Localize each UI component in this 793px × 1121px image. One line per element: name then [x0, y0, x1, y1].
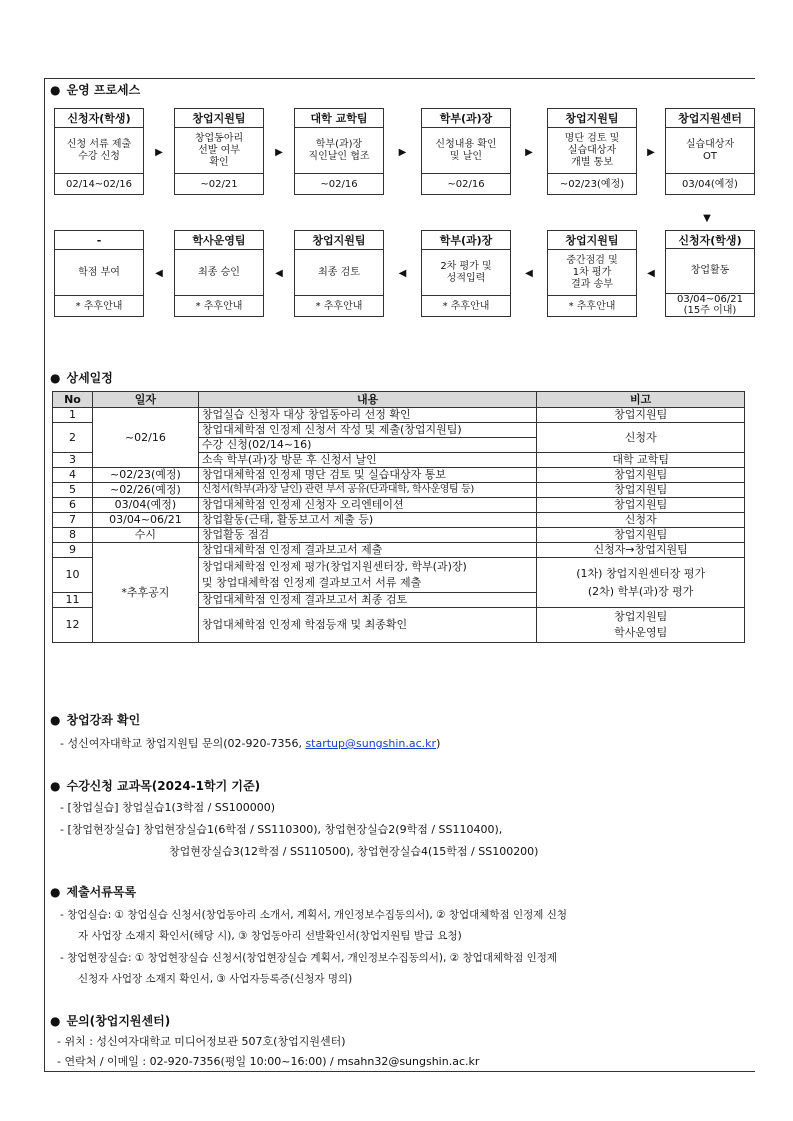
process-step-date: * 추후안내: [195, 300, 243, 312]
section-title-schedule: ● 상세일정: [50, 371, 113, 385]
process-step-content: 실습대상자 OT: [666, 128, 754, 174]
process-step-date: * 추후안내: [315, 300, 363, 312]
process-step-box: [174, 230, 264, 317]
right-arrow-icon: ▶: [155, 147, 163, 158]
process-step-content: 신청내용 확인 및 날인: [422, 128, 510, 174]
cell-date: *추후공지: [92, 543, 198, 643]
documents-line-3: - 창업현장실습: ① 창업현장실습 신청서(창업현장실습 계획서, 개인정보수집동의서), ② 창업대체학점 인정제: [60, 952, 558, 964]
table-row: [53, 543, 745, 558]
left-arrow-icon: ◀: [398, 268, 407, 279]
cell-date: ~02/26(예정): [92, 483, 198, 498]
schedule-table: [52, 391, 745, 643]
process-step-content: 학점 부여: [55, 250, 143, 296]
cell-no: 9: [53, 543, 93, 558]
cell-no: 5: [53, 483, 93, 498]
table-row: [53, 483, 745, 498]
process-step-content: 명단 검토 및 실습대상자 개별 통보: [548, 128, 636, 174]
cell-content: 창업대체학점 인정제 신청자 오리엔테이션: [198, 498, 536, 513]
process-step-content: 창업활동: [666, 249, 754, 294]
col-header-date: 일자: [92, 392, 198, 408]
cell-note: 창업지원팀: [537, 528, 745, 543]
documents-line-4: 신청자 사업장 소재지 확인서, ③ 사업자등록증(신청자 명의): [78, 973, 353, 985]
process-step-date: * 추후안내: [568, 300, 616, 312]
section-title-process: ● 운영 프로세스: [50, 83, 141, 97]
process-step-box: [294, 230, 384, 317]
process-step-date: ~02/23(예정): [559, 178, 625, 190]
process-step-head: 신청자(학생): [666, 231, 754, 249]
process-step-box: [294, 108, 384, 195]
process-step-box: [547, 230, 637, 317]
col-header-note: 비고: [537, 392, 745, 408]
cell-no: 12: [53, 608, 93, 643]
cell-content-line2: 수강 신청(02/14~16): [201, 438, 312, 451]
cell-note: 신청자: [537, 423, 745, 453]
cell-content: 창업대체학점 인정제 결과보고서 제출: [198, 543, 536, 558]
cell-content: 창업실습 신청자 대상 창업동아리 선정 확인: [198, 408, 536, 423]
section-title-course: ● 창업강좌 확인: [50, 713, 141, 727]
table-row: [53, 513, 745, 528]
table-row: [53, 408, 745, 423]
process-step-date: * 추후안내: [442, 300, 490, 312]
process-step-box: [54, 230, 144, 317]
cell-no: 2: [53, 423, 93, 453]
documents-line-2: 자 사업장 소재지 확인서(해당 시), ③ 창업동아리 선발확인서(창업지원팀 발급 요청): [78, 930, 462, 942]
table-row: [53, 468, 745, 483]
process-step-head: -: [55, 231, 143, 250]
process-step-head: 학부(과)장: [422, 109, 510, 128]
process-step-content: 창업동아리 선발 여부 확인: [175, 128, 263, 174]
right-arrow-icon: ▶: [647, 147, 655, 158]
cell-date: ~02/16: [92, 408, 198, 468]
process-step-date: 02/14~02/16: [65, 178, 132, 190]
process-step-content: 최종 승인: [175, 250, 263, 296]
process-step-box: [547, 108, 637, 195]
cell-content: 소속 학부(과)장 방문 후 신청서 날인: [198, 453, 536, 468]
cell-content-line1: 창업대체학점 인정제 신청서 작성 및 제출(창업지원팀): [199, 423, 536, 438]
section-title-documents: ● 제출서류목록: [50, 885, 137, 899]
cell-date: 03/04(예정): [92, 498, 198, 513]
course-line: [60, 735, 440, 751]
process-step-date: ~02/16: [447, 178, 485, 190]
process-step-head: 창업지원팀: [548, 109, 636, 128]
cell-content: [198, 423, 536, 453]
registration-line-2: - [창업현장실습] 창업현장실습1(6학점 / SS110300), 창업현장실습2(9학점 / SS110400),: [60, 823, 503, 836]
cell-no: 1: [53, 408, 93, 423]
process-step-content: 학부(과)장 직인날인 협조: [295, 128, 383, 174]
cell-date: ~02/23(예정): [92, 468, 198, 483]
process-step-date: * 추후안내: [75, 300, 123, 312]
left-arrow-icon: ◀: [155, 268, 163, 279]
process-step-box: [421, 230, 511, 317]
process-step-content: 최종 검토: [295, 250, 383, 296]
cell-note: 대학 교학팀: [537, 453, 745, 468]
cell-note: [537, 558, 745, 608]
process-step-content: 중간점검 및 1차 평가 결과 송부: [548, 250, 636, 296]
cell-content: [198, 558, 536, 593]
process-step-date: 03/04(예정): [682, 178, 738, 190]
cell-note: [537, 608, 745, 643]
cell-note: 창업지원팀: [537, 498, 745, 513]
course-close: ): [436, 737, 441, 750]
section-title-registration: ● 수강신청 교과목(2024-1학기 기준): [50, 779, 261, 793]
col-header-content: 내용: [198, 392, 536, 408]
cell-no: 6: [53, 498, 93, 513]
cell-content: 창업대체학점 인정제 결과보고서 최종 검토: [198, 593, 536, 608]
cell-no: 10: [53, 558, 93, 593]
cell-no: 11: [53, 593, 93, 608]
process-step-content: 신청 서류 제출 수강 신청: [55, 128, 143, 174]
left-arrow-icon: ◀: [525, 268, 533, 279]
cell-no: 4: [53, 468, 93, 483]
right-arrow-icon: ▶: [275, 147, 283, 158]
cell-content: 신청서(학부(과)장 날인) 관련 부서 공유(단과대학, 학사운영팀 등): [198, 483, 536, 498]
documents-line-1: - 창업실습: ① 창업실습 신청서(창업동아리 소개서, 계획서, 개인정보수집동의서), ② 창업대체학점 인정제 신청: [60, 909, 568, 921]
cell-note: 신청자: [537, 513, 745, 528]
process-step-head: 창업지원팀: [548, 231, 636, 250]
cell-date: 수시: [92, 528, 198, 543]
col-header-no: No: [53, 392, 93, 408]
cell-content-line1: 창업대체학점 인정제 평가(창업지원센터장, 학부(과)장): [201, 560, 467, 573]
contact-line-1: - 위치 : 성신여자대학교 미디어정보관 507호(창업지원센터): [57, 1035, 346, 1048]
process-step-head: 학부(과)장: [422, 231, 510, 250]
email-link[interactable]: startup@sungshin.ac.kr: [305, 737, 437, 750]
process-step-box: [421, 108, 511, 195]
cell-note-line2: 학사운영팀: [614, 626, 668, 639]
process-step-date: ~02/16: [320, 178, 358, 190]
cell-no: 8: [53, 528, 93, 543]
process-step-date: ~02/21: [200, 178, 238, 190]
right-arrow-icon: ▶: [398, 147, 407, 158]
course-text: - 성신여자대학교 창업지원팀 문의(02-920-7356,: [60, 737, 306, 750]
process-step-head: 대학 교학팀: [295, 109, 383, 128]
right-arrow-icon: ▶: [525, 147, 533, 158]
registration-line-1: - [창업실습] 창업실습1(3학점 / SS100000): [60, 801, 276, 814]
cell-content: 창업활동 점검: [198, 528, 536, 543]
cell-note: 창업지원팀: [537, 468, 745, 483]
process-step-content: 2차 평가 및 성적입력: [422, 250, 510, 296]
cell-note: 창업지원팀: [537, 408, 745, 423]
process-step-head: 창업지원센터: [666, 109, 754, 128]
cell-note: 신청자→창업지원팀: [537, 543, 745, 558]
section-title-contact: ● 문의(창업지원센터): [50, 1014, 171, 1028]
table-row: [53, 498, 745, 513]
cell-content: 창업대체학점 인정제 명단 검토 및 실습대상자 통보: [198, 468, 536, 483]
cell-content: 창업활동(근태, 활동보고서 제출 등): [198, 513, 536, 528]
process-step-box: [665, 230, 755, 317]
process-step-box: [54, 108, 144, 195]
process-step-head: 학사운영팀: [175, 231, 263, 250]
cell-no: 7: [53, 513, 93, 528]
process-step-head: 신청자(학생): [55, 109, 143, 128]
left-arrow-icon: ◀: [647, 268, 655, 279]
cell-date: 03/04~06/21: [92, 513, 198, 528]
process-step-head: 창업지원팀: [175, 109, 263, 128]
process-step-head: 창업지원팀: [295, 231, 383, 250]
cell-no: 3: [53, 453, 93, 468]
process-step-box: [665, 108, 755, 195]
cell-note-line1: (1차) 창업지원센터장 평가: [576, 566, 706, 580]
cell-note-line1: 창업지원팀: [614, 610, 668, 623]
cell-content-line2: 및 창업대체학점 인정제 결과보고서 서류 제출: [201, 576, 422, 589]
cell-content: 창업대체학점 인정제 학점등재 및 최종확인: [198, 608, 536, 643]
cell-note: 창업지원팀: [537, 483, 745, 498]
process-step-date: 03/04~06/21 (15주 이내): [676, 294, 743, 316]
contact-line-2: - 연락처 / 이메일 : 02-920-7356(평일 10:00~16:00) / msahn32@sungshin.ac.kr: [57, 1055, 480, 1068]
left-arrow-icon: ◀: [275, 268, 283, 279]
cell-note-line2: (2차) 학부(과)장 평가: [587, 584, 694, 598]
table-row: [53, 528, 745, 543]
down-arrow-icon: ▼: [703, 213, 711, 224]
registration-line-3: 창업현장실습3(12학점 / SS110500), 창업현장실습4(15학점 / SS100200): [169, 845, 539, 858]
process-step-box: [174, 108, 264, 195]
